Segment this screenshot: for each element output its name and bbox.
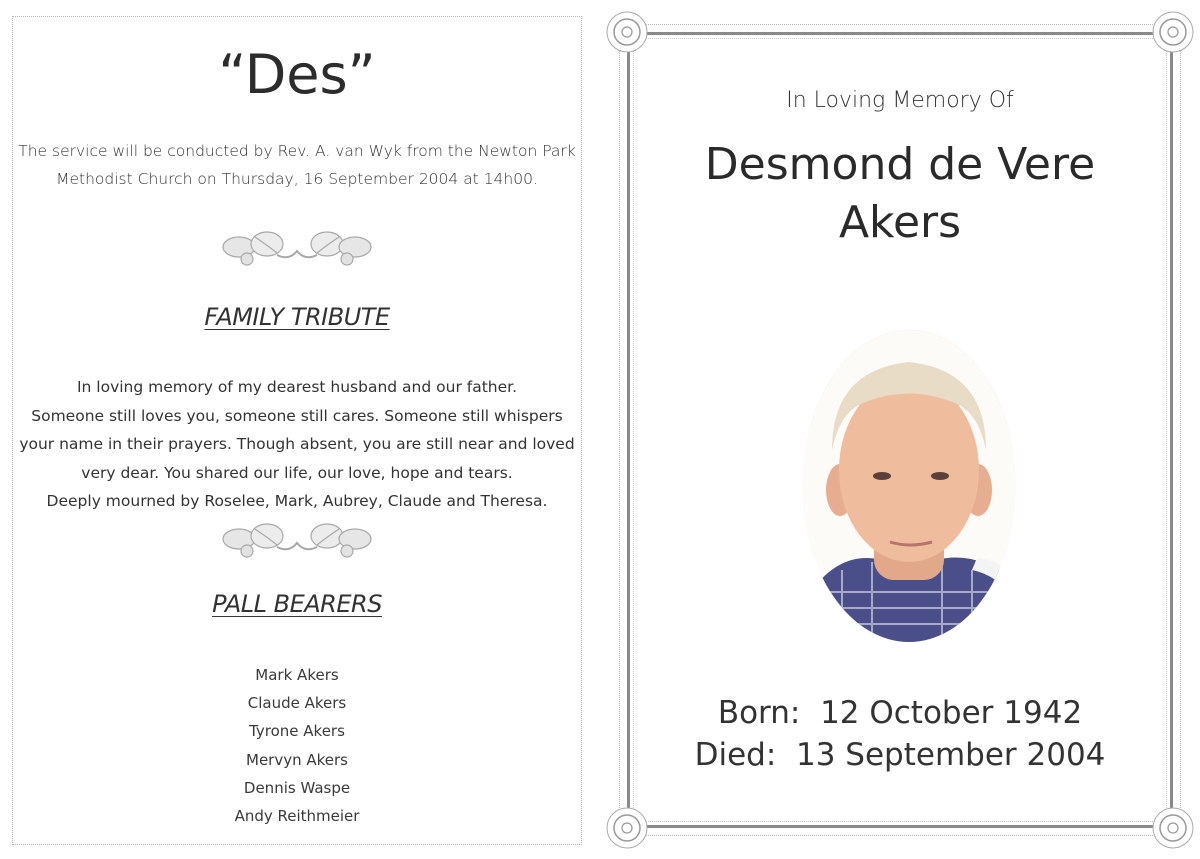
- tribute-line: Someone still loves you, someone still cares. Someone still whispers: [31, 406, 563, 425]
- service-line: The service will be conducted by Rev. A. van Wyk from the Newton Park: [18, 142, 576, 160]
- tribute-line: very dear. You shared our life, our love, hope and tears.: [81, 463, 513, 482]
- pall-bearers-list: [13, 661, 581, 830]
- life-dates: [605, 692, 1195, 776]
- concentric-circle-corner-icon: [605, 806, 649, 850]
- deceased-full-name: [605, 136, 1195, 252]
- family-tribute-text: [13, 373, 581, 516]
- left-page: [12, 16, 582, 845]
- leaf-scroll-ornament-icon: [217, 227, 377, 269]
- concentric-circle-corner-icon: [605, 10, 649, 54]
- service-details: [13, 137, 581, 193]
- died-row: [605, 734, 1195, 776]
- tribute-line: In loving memory of my dearest husband and our father.: [76, 378, 518, 396]
- right-page: [605, 10, 1195, 850]
- pall-bearers-heading: PALL BEARERS: [212, 590, 382, 618]
- pall-bearer-name: Claude Akers: [247, 694, 347, 713]
- portrait-illustration: [802, 330, 1016, 642]
- died-date: 13 September 2004: [796, 737, 1106, 773]
- service-line: Methodist Church on Thursday, 16 September 2004 at 14h00.: [56, 170, 538, 188]
- name-line: Desmond de Vere: [704, 139, 1096, 190]
- name-line: Akers: [838, 197, 962, 248]
- pall-bearer-name: Dennis Waspe: [243, 778, 351, 797]
- pall-bearer-name: Andy Reithmeier: [234, 807, 360, 826]
- concentric-circle-corner-icon: [1151, 10, 1195, 54]
- tribute-line: Deeply mourned by Roselee, Mark, Aubrey, Claude and Theresa.: [46, 492, 548, 510]
- concentric-circle-corner-icon: [1151, 806, 1195, 850]
- pall-bearer-name: Mervyn Akers: [246, 750, 348, 769]
- died-label: Died:: [694, 737, 777, 773]
- pall-bearer-name: Tyrone Akers: [249, 722, 345, 741]
- born-row: [605, 692, 1195, 734]
- born-label: Born:: [717, 695, 801, 731]
- nickname-title: “Des”: [218, 43, 376, 106]
- family-tribute-heading: FAMILY TRIBUTE: [204, 303, 390, 331]
- pall-bearer-name: Mark Akers: [255, 666, 339, 684]
- memorial-intro: In Loving Memory Of: [786, 88, 1014, 113]
- tribute-line: your name in their prayers. Though absent, you are still near and loved: [19, 435, 575, 453]
- portrait-photo: [802, 330, 1016, 642]
- born-date: 12 October 1942: [820, 695, 1083, 731]
- leaf-scroll-ornament-icon: [217, 519, 377, 561]
